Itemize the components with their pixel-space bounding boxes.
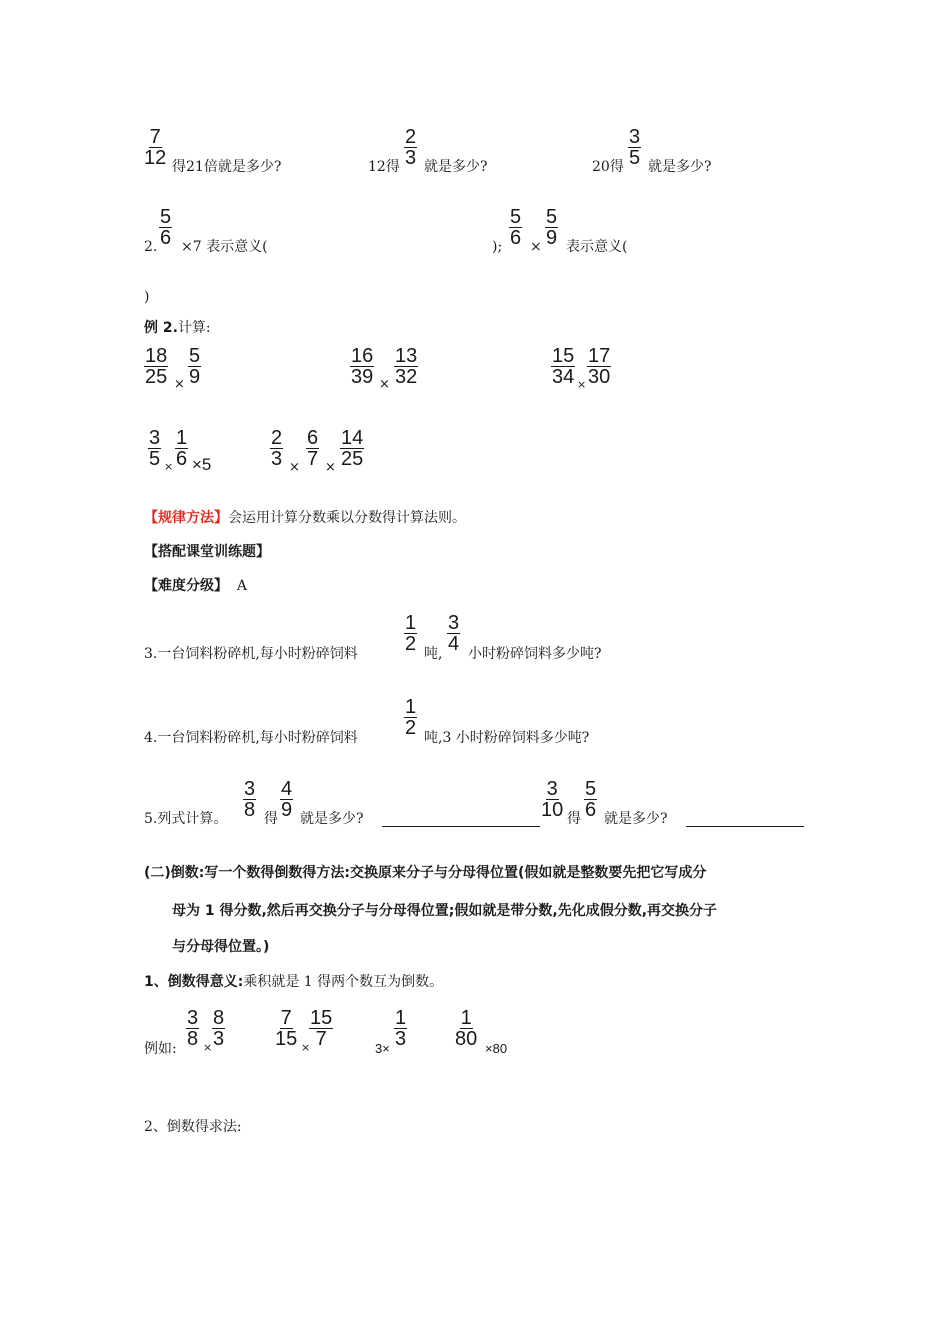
examples-label: 例如: (144, 1041, 177, 1057)
reciprocal-line1: (二)倒数:写一个数得倒数得方法:交换原来分子与分母得位置(假如就是整数要先把它写成分 (144, 865, 707, 881)
fraction-13-32: $\frac{13}{32}$ (395, 345, 418, 388)
q1-a-text: 得21倍就是多少? (172, 159, 282, 175)
fraction-7-15: $\frac{7}{15}$ (275, 1007, 298, 1050)
fraction-17-30: $\frac{17}{30}$ (588, 345, 611, 388)
fraction-16-39: $\frac{16}{39}$ (351, 345, 374, 388)
q2-times: × (530, 239, 542, 255)
answer-blank-1[interactable] (382, 826, 540, 827)
times-sign: × (325, 460, 336, 475)
fraction-3-8: $\frac{3}{8}$ (244, 778, 256, 821)
fraction-5-9-ex: $\frac{5}{9}$ (189, 345, 201, 388)
fraction-3-4: $\frac{3}{4}$ (448, 612, 460, 655)
fraction-7-12: $\frac{7}{12}$ (144, 126, 167, 169)
fraction-1-3: $\frac{1}{3}$ (395, 1007, 407, 1050)
times-sign: × (379, 377, 390, 392)
fraction-15-7: $\frac{15}{7}$ (310, 1007, 333, 1050)
fraction-4-9: $\frac{4}{9}$ (281, 778, 293, 821)
reciprocal-line3: 与分母得位置。) (172, 939, 270, 955)
q4-prefix: 4.一台饲料粉碎机,每小时粉碎饲料 (144, 730, 358, 746)
fraction-5-6c: $\frac{5}{6}$ (585, 778, 597, 821)
times-sign: × (203, 1041, 213, 1054)
fraction-2-3-ex: $\frac{2}{3}$ (271, 427, 283, 470)
fraction-5-9: $\frac{5}{9}$ (546, 206, 558, 249)
q2-close-semicolon: ); (492, 239, 503, 255)
q5-de1: 得 (264, 811, 278, 827)
fraction-6-7: $\frac{6}{7}$ (307, 427, 319, 470)
q2-times7: ×7 表示意义( (181, 239, 268, 255)
q2-label: 2. (144, 239, 158, 255)
times-sign: × (289, 460, 300, 475)
method2-heading: 2、倒数得求法: (144, 1119, 242, 1135)
q5-ask1: 就是多少? (300, 811, 364, 827)
q4-suffix: 吨,3 小时粉碎饲料多少吨? (424, 730, 590, 746)
fraction-15-34: $\frac{15}{34}$ (552, 345, 575, 388)
q2-meaning: 表示意义( (566, 239, 628, 255)
times-sign: × (301, 1041, 311, 1054)
method-line: 【规律方法】会运用计算分数乘以分数得计算法则。 (144, 510, 466, 526)
three-times: 3× (375, 1041, 390, 1056)
q2-close: ) (144, 289, 150, 305)
fraction-2-3: $\frac{2}{3}$ (405, 126, 417, 169)
fraction-5-6b: $\frac{5}{6}$ (510, 206, 522, 249)
fraction-1-2: $\frac{1}{2}$ (405, 612, 417, 655)
q1-c-prefix: 20得 (592, 159, 624, 175)
fraction-1-2b: $\frac{1}{2}$ (405, 696, 417, 739)
times-sign: × (174, 377, 185, 392)
practice-title: 【搭配课堂训练题】 (144, 544, 270, 560)
times-sign: × (164, 460, 174, 473)
reciprocal-line2: 母为 1 得分数,然后再交换分子与分母得位置;假如就是带分数,先化成假分数,再交换分子 (172, 903, 718, 919)
q3-mid: 吨, (424, 646, 443, 662)
fraction-3-5-ex: $\frac{3}{5}$ (149, 427, 161, 470)
fraction-3-8b: $\frac{3}{8}$ (187, 1007, 199, 1050)
q1-b-prefix: 12得 (368, 159, 400, 175)
q3-prefix: 3.一台饲料粉碎机,每小时粉碎饲料 (144, 646, 358, 662)
q5-prefix: 5.列式计算。 (144, 811, 228, 827)
example2-heading: 例 2.计算: (144, 320, 211, 336)
q1-c-suffix: 就是多少? (648, 159, 712, 175)
times-80: ×80 (485, 1041, 508, 1056)
fraction-14-25: $\frac{14}{25}$ (341, 427, 364, 470)
times-sign: × (577, 378, 587, 391)
fraction-3-10: $\frac{3}{10}$ (541, 778, 564, 821)
times-5: ×5 (192, 455, 212, 474)
fraction-3-5: $\frac{3}{5}$ (629, 126, 641, 169)
fraction-1-6: $\frac{1}{6}$ (176, 427, 188, 470)
meaning-line: 1、倒数得意义:乘积就是 1 得两个数互为倒数。 (144, 974, 444, 990)
q5-de2: 得 (567, 811, 581, 827)
fraction-18-25: $\frac{18}{25}$ (145, 345, 168, 388)
q3-suffix: 小时粉碎饲料多少吨? (468, 646, 602, 662)
answer-blank-2[interactable] (686, 826, 804, 827)
q1-b-suffix: 就是多少? (424, 159, 488, 175)
fraction-8-3: $\frac{8}{3}$ (213, 1007, 225, 1050)
difficulty-line: 【难度分级】 A (144, 578, 248, 594)
fraction-1-80: $\frac{1}{80}$ (455, 1007, 478, 1050)
fraction-5-6: $\frac{5}{6}$ (160, 206, 172, 249)
q5-ask2: 就是多少? (604, 811, 668, 827)
